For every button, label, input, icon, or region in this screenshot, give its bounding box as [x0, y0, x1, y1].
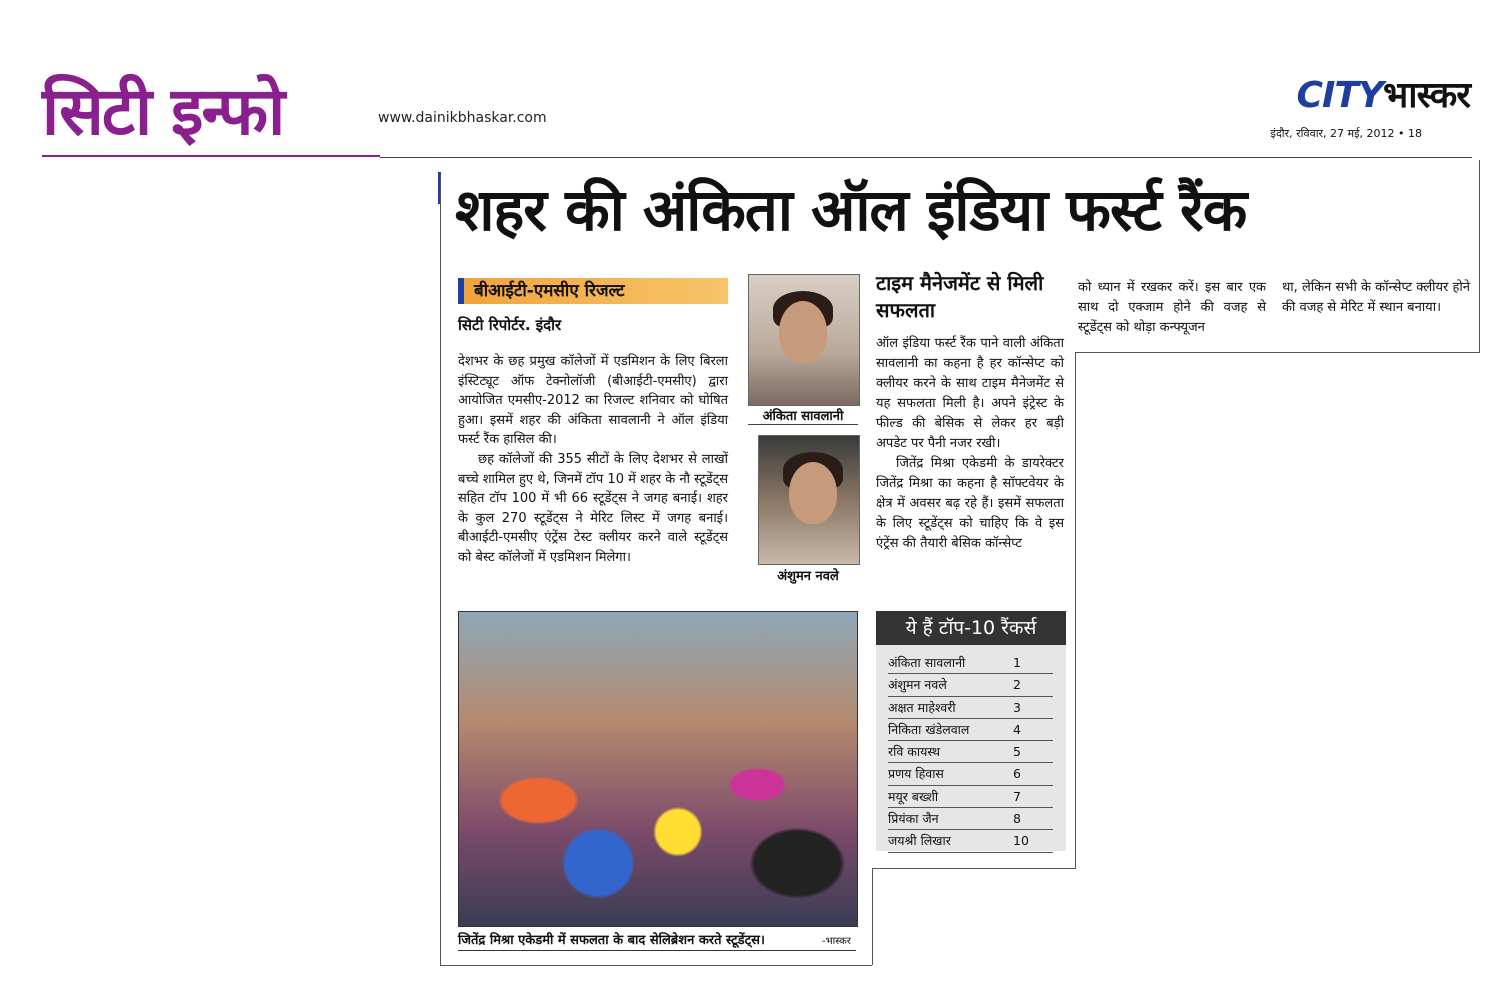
ranker-rank: 7: [1013, 788, 1021, 804]
ranker-row: [888, 763, 1053, 785]
ranker-name: रवि कायस्थ: [888, 744, 940, 760]
clip-border-right: [1479, 160, 1480, 352]
photo-caption: जितेंद्र मिश्रा एकेडमी में सफलता के बाद सेलिब्रेशन करते स्टूडेंट्स।: [458, 933, 765, 948]
ranker-name: प्रियंका जैन: [888, 811, 939, 827]
rankers-list: [888, 652, 1053, 853]
clip-border-inner: [1075, 352, 1076, 868]
brand-underline: [42, 155, 380, 157]
clip-border-step-top: [872, 868, 1076, 869]
ranker-row: [888, 808, 1053, 830]
paragraph: जितेंद्र मिश्रा एकेडमी के डायरेक्टर जितेंद्र मिश्रा का कहना है सॉफ्टवेयर के क्षेत्र में अवसर बढ़ रहे हैं। इसमें सफलता के लिए स्टूडेंट्स को चाहिए कि वे इस एंट्रेंस की तैयारी बेसिक कॉन्सेप्ट: [876, 456, 1064, 551]
ranker-rank: 3: [1013, 699, 1021, 715]
ranker-name: अंशुमन नवले: [888, 677, 947, 693]
ranker-rank: 4: [1013, 721, 1021, 737]
logo-city-text: CITY: [1296, 75, 1383, 116]
ranker-row: [888, 697, 1053, 719]
ranker-rank: 6: [1013, 766, 1021, 782]
section-band: बीआईटी-एमसीए रिजल्ट: [458, 278, 728, 304]
ranker-name: प्रणय हिवास: [888, 766, 944, 782]
ranker-rank: 10: [1013, 833, 1029, 849]
ranker-rank: 1: [1013, 655, 1021, 670]
rankers-title: ये हैं टॉप-10 रैंकर्स: [876, 611, 1066, 645]
ranker-row: [888, 786, 1053, 808]
paragraph: देशभर के छह प्रमुख कॉलेजों में एडमिशन के लिए बिरला इंस्टिट्यूट ऑफ टेक्नोलॉजी (बीआईटी-एमसीए) द्वारा आयोजित एमसीए-2012 का रिजल्ट शनिवार को घोषित हुआ। इसमें शहर की अंकिता सावलानी ने ऑल इंडिया फर्स्ट रैंक हासिल की।: [458, 354, 728, 448]
clip-border-left: [440, 175, 441, 965]
paragraph: ऑल इंडिया फर्स्ट रैंक पाने वाली अंकिता सावलानी का कहना है हर कॉन्सेप्ट को क्लीयर करने के साथ टाइम मैनेजमेंट से यह सफलता मिली है। अपने इंट्रेस्ट के फील्ड की बेसिक से लेकर हर बड़ी अपडेट पर पैनी नजर रखी।: [876, 336, 1064, 451]
ranker-name: अंकिता सावलानी: [888, 655, 966, 670]
paragraph: छह कॉलेजों की 355 सीटों के लिए देशभर से लाखों बच्चे शामिल हुए थे, जिनमें टॉप 10 में शहर के नौ स्टूडेंट्स सहित टॉप 100 में भी 66 स्टूडेंट्स ने जगह बनाई। शहर के कुल 270 स्टूडेंट्स ने मेरिट लिस्ट में जगह बनाई। बीआईटी-एमसीए एंट्रेंस टेस्ट क्लीयर करने वाले स्टूडेंट्स को बेस्ट कॉलेजों में एडमिशन मिलेगा।: [458, 451, 728, 565]
ranker-name: मयूर बख्शी: [888, 788, 939, 804]
ranker-rank: 8: [1013, 811, 1021, 827]
photo-credit: -भास्कर: [822, 936, 851, 947]
byline: सिटी रिपोर्टर. इंदौर: [458, 316, 562, 334]
portrait-photo-ankita: [748, 274, 860, 406]
portrait-photo-anshuman: [758, 435, 860, 565]
city-bhaskar-logo: [1296, 75, 1470, 116]
ranker-row: [888, 652, 1053, 674]
website-url: www.dainikbhaskar.com: [378, 110, 547, 126]
ranker-rank: 2: [1013, 677, 1021, 693]
portrait-caption: अंशुमन नवले: [777, 569, 839, 584]
ranker-rank: 5: [1013, 744, 1021, 760]
header-rule: [380, 157, 1472, 158]
caption-rule: [458, 950, 856, 951]
clip-border-bottom: [440, 965, 872, 966]
clip-border-right-bottom: [1075, 352, 1480, 353]
logo-bhaskar-text: भास्कर: [1382, 75, 1470, 116]
ranker-row: [888, 741, 1053, 763]
portrait-caption: अंकिता सावलानी: [748, 406, 858, 425]
ranker-name: जयश्री लिखार: [888, 833, 951, 849]
ranker-row: [888, 719, 1053, 741]
article-body-col3: को ध्यान में रखकर करें। इस बार एक साथ दो एक्जाम होने की वजह से स्टूडेंट्स को थोड़ा कन्फ्यूजन: [1078, 280, 1266, 335]
article-body-col4: था, लेकिन सभी के कॉन्सेप्ट क्लीयर होने की वजह से मेरिट में स्थान बनाया।: [1282, 280, 1470, 315]
headline: शहर की अंकिता ऑल इंडिया फर्स्ट रैंक: [455, 176, 1247, 244]
article-body-col2: [876, 334, 1064, 554]
ranker-name: अक्षत माहेश्वरी: [888, 699, 956, 715]
dateline: इंदौर, रविवार, 27 मई, 2012 • 18: [1270, 127, 1422, 140]
ranker-row: [888, 830, 1053, 852]
article-body-col1: [458, 352, 728, 568]
face-shape: [789, 462, 837, 524]
group-celebration-photo: [458, 611, 858, 927]
column-heading: टाइम मैनेजमेंट से मिली सफलता: [876, 271, 1044, 322]
face-shape: [779, 301, 827, 363]
ranker-row: [888, 674, 1053, 696]
brand-title: सिटी इन्फो: [42, 72, 284, 150]
clip-border-step: [872, 868, 873, 965]
ranker-name: निकिता खंडेलवाल: [888, 721, 970, 737]
